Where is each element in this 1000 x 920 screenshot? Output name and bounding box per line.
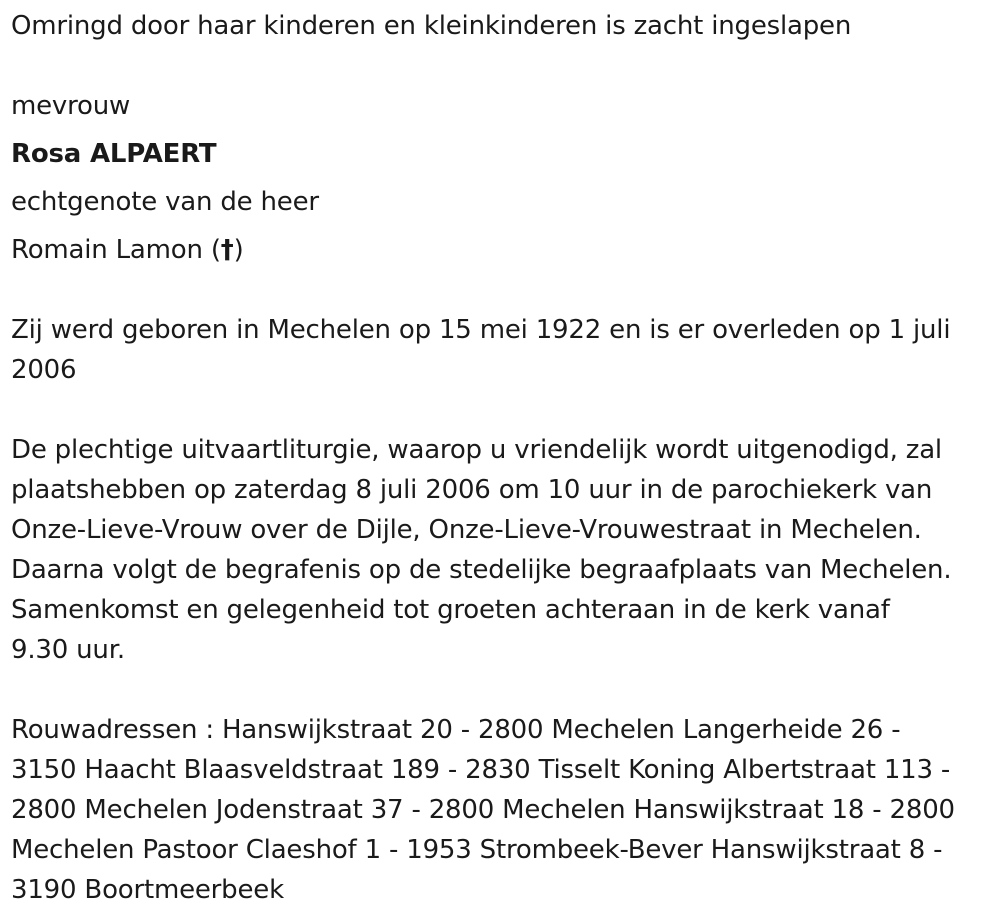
- address-line: 3190 Boortmeerbeek: [11, 875, 284, 905]
- address-line: Mechelen Pastoor Claeshof 1 - 1953 Strombeek-Bever Hanswijkstraat 8 -: [11, 835, 943, 865]
- address-paragraph: [11, 710, 991, 910]
- deceased-name: Rosa ALPAERT: [11, 139, 217, 169]
- spouse-marker-close: ): [233, 235, 244, 265]
- address-line: 3150 Haacht Blaasveldstraat 189 - 2830 Tisselt Koning Albertstraat 113 -: [11, 755, 951, 785]
- spacer: [11, 390, 991, 430]
- spacer: [11, 126, 991, 134]
- spacer: [11, 174, 991, 182]
- spouse-line: [11, 230, 991, 270]
- spouse-name: Romain Lamon: [11, 235, 203, 265]
- funeral-line: 9.30 uur.: [11, 635, 125, 665]
- spacer: [11, 670, 991, 710]
- cross-icon: †: [220, 235, 234, 265]
- address-line: 2800 Mechelen Jodenstraat 37 - 2800 Mechelen Hanswijkstraat 18 - 2800: [11, 795, 955, 825]
- birth-death-line: 2006: [11, 355, 77, 385]
- funeral-line: Onze-Lieve-Vrouw over de Dijle, Onze-Lieve-Vrouwestraat in Mechelen.: [11, 515, 922, 545]
- relation-text: echtgenote van de heer: [11, 187, 319, 217]
- funeral-line: Samenkomst en gelegenheid tot groeten achteraan in de kerk vanaf: [11, 595, 890, 625]
- spacer: [11, 222, 991, 230]
- address-line: Rouwadressen : Hanswijkstraat 20 - 2800 Mechelen Langerheide 26 -: [11, 715, 901, 745]
- spouse-marker-open: (: [210, 235, 221, 265]
- funeral-line: plaatshebben op zaterdag 8 juli 2006 om 10 uur in de parochiekerk van: [11, 475, 933, 505]
- funeral-line: Daarna volgt de begrafenis op de stedelijke begraafplaats van Mechelen.: [11, 555, 952, 585]
- funeral-line: De plechtige uitvaartliturgie, waarop u vriendelijk wordt uitgenodigd, zal: [11, 435, 942, 465]
- birth-death-line: Zij werd geboren in Mechelen op 15 mei 1922 en is er overleden op 1 juli: [11, 315, 951, 345]
- spacer: [11, 270, 991, 310]
- obituary-notice: [11, 6, 991, 910]
- funeral-paragraph: [11, 430, 991, 670]
- spacer: [11, 46, 991, 86]
- intro-text: Omringd door haar kinderen en kleinkinderen is zacht ingeslapen: [11, 11, 852, 41]
- title-prefix: mevrouw: [11, 91, 131, 121]
- birth-death-paragraph: [11, 310, 991, 390]
